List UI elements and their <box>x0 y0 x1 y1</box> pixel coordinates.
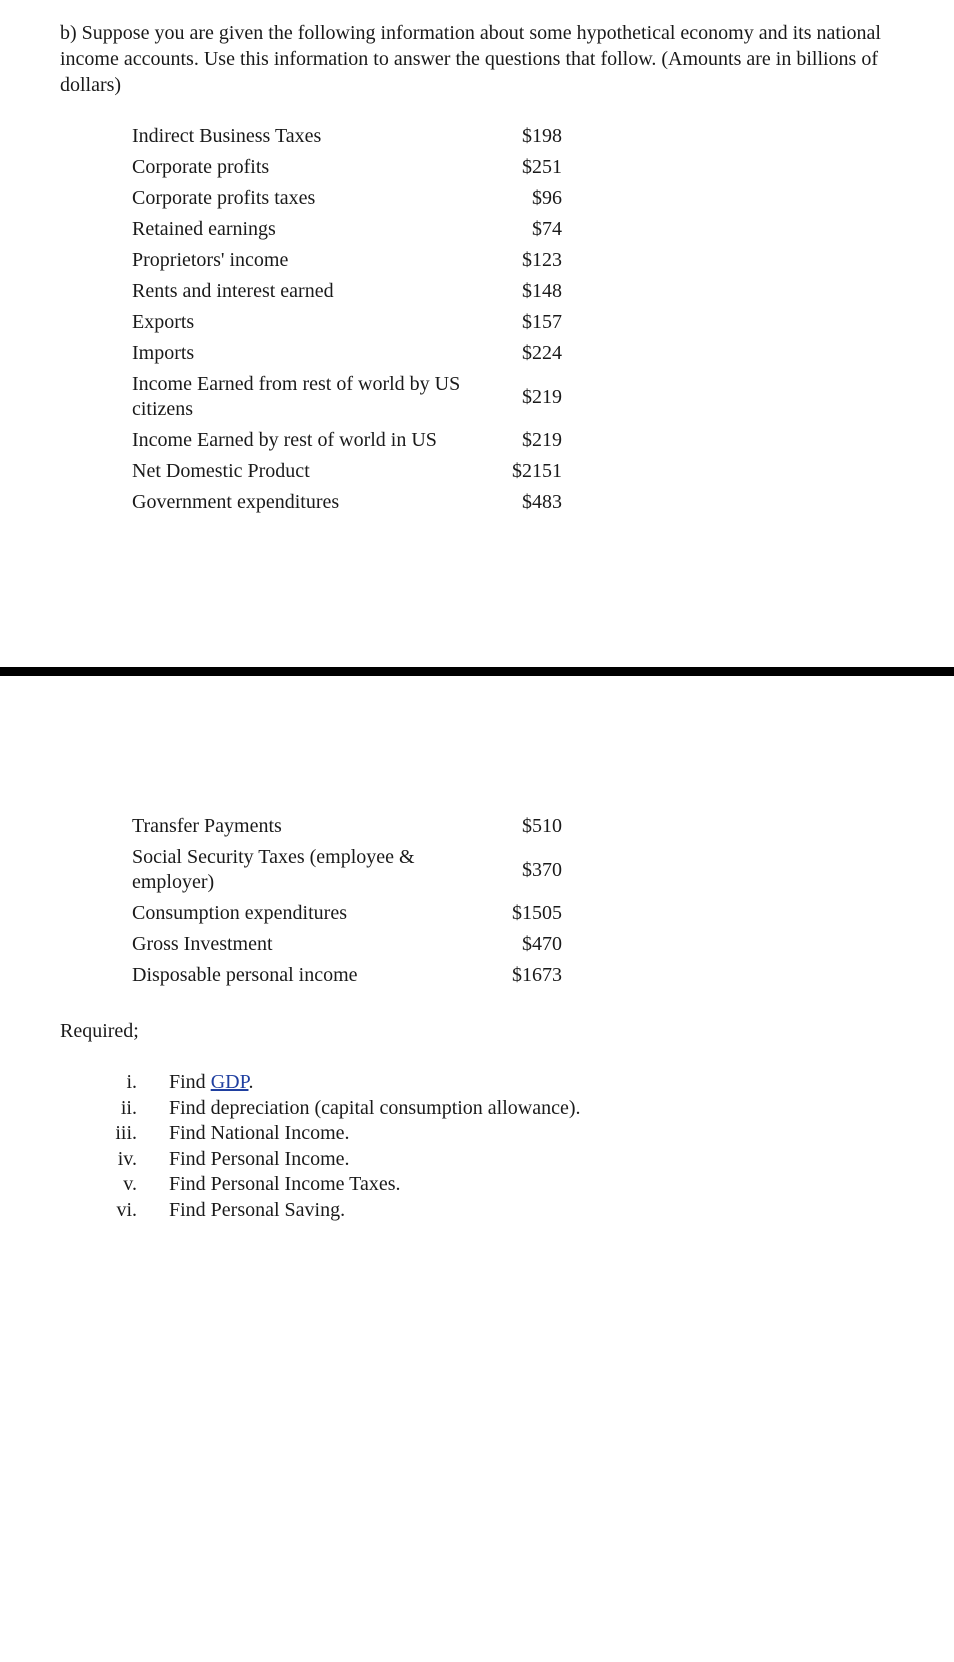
row-value: $224 <box>522 342 562 364</box>
list-item <box>100 1198 800 1224</box>
row-label: Rents and interest earned <box>132 280 334 302</box>
list-item <box>100 1121 800 1147</box>
table-row <box>132 425 562 456</box>
table-row <box>132 960 562 991</box>
item-number: iii. <box>115 1122 137 1144</box>
table-row <box>132 338 562 369</box>
row-value: $470 <box>522 933 562 955</box>
table-row <box>132 245 562 276</box>
row-value: $96 <box>532 187 562 209</box>
table-row <box>132 842 562 898</box>
table-row <box>132 152 562 183</box>
table-row <box>132 929 562 960</box>
required-list <box>100 1070 800 1223</box>
row-label: Proprietors' income <box>132 249 289 271</box>
list-item <box>100 1070 800 1096</box>
row-value: $219 <box>522 385 562 408</box>
accounts-table-top <box>132 121 562 518</box>
list-item <box>100 1096 800 1122</box>
intro-paragraph: b) Suppose you are given the following information about some hypothetical economy and its national income accounts. Use this information to answer the questions that follow. (Amounts are in billions of dollars) <box>60 22 881 96</box>
gdp-link[interactable]: GDP <box>210 1071 249 1093</box>
table-row <box>132 487 562 518</box>
row-value: $370 <box>522 858 562 881</box>
row-label: Indirect Business Taxes <box>132 125 322 147</box>
row-label: Exports <box>132 311 195 333</box>
table-row <box>132 456 562 487</box>
row-value: $157 <box>522 311 562 333</box>
item-number: v. <box>123 1173 137 1195</box>
row-label: Gross Investment <box>132 933 273 955</box>
table-row <box>132 307 562 338</box>
row-value: $1505 <box>512 902 562 924</box>
row-value: $148 <box>522 280 562 302</box>
row-value: $123 <box>522 249 562 271</box>
required-heading: Required; <box>60 1020 139 1042</box>
accounts-table-bottom <box>132 811 562 991</box>
table-row <box>132 898 562 929</box>
row-label: Corporate profits <box>132 156 270 178</box>
item-number: iv. <box>117 1147 137 1170</box>
item-text: Find depreciation (capital consumption allowance). <box>169 1096 581 1119</box>
row-label: Disposable personal income <box>132 964 358 986</box>
row-value: $483 <box>522 491 562 513</box>
row-value: $251 <box>522 156 562 178</box>
row-label: Corporate profits taxes <box>132 187 316 209</box>
item-number: ii. <box>120 1096 137 1119</box>
row-label: Income Earned by rest of world in US <box>132 429 437 451</box>
list-item <box>100 1147 800 1173</box>
row-value: $74 <box>532 218 562 240</box>
page-divider <box>0 667 954 676</box>
row-label: Consumption expenditures <box>132 902 347 924</box>
table-row <box>132 369 562 425</box>
row-value: $219 <box>522 429 562 451</box>
table-row <box>132 121 562 152</box>
item-number: vi. <box>116 1198 137 1221</box>
item-text: Find GDP. <box>169 1071 254 1093</box>
item-text: Find Personal Income. <box>169 1147 350 1170</box>
table-row <box>132 214 562 245</box>
table-row <box>132 811 562 842</box>
row-label: Social Security Taxes (employee & employer) <box>132 846 415 893</box>
row-label: Government expenditures <box>132 491 340 513</box>
row-label: Transfer Payments <box>132 815 282 837</box>
row-label: Imports <box>132 342 195 364</box>
row-value: $510 <box>522 815 562 837</box>
row-value: $1673 <box>512 964 562 986</box>
table-row <box>132 276 562 307</box>
item-text: Find Personal Income Taxes. <box>169 1173 401 1195</box>
item-text: Find National Income. <box>169 1122 350 1144</box>
row-value: $198 <box>522 125 562 147</box>
list-item <box>100 1172 800 1198</box>
row-label: Net Domestic Product <box>132 460 310 482</box>
item-number: i. <box>126 1071 137 1093</box>
row-label: Retained earnings <box>132 218 276 240</box>
row-label: Income Earned from rest of world by US citizens <box>132 373 461 420</box>
table-row <box>132 183 562 214</box>
row-value: $2151 <box>512 460 562 482</box>
item-text: Find Personal Saving. <box>169 1198 346 1221</box>
